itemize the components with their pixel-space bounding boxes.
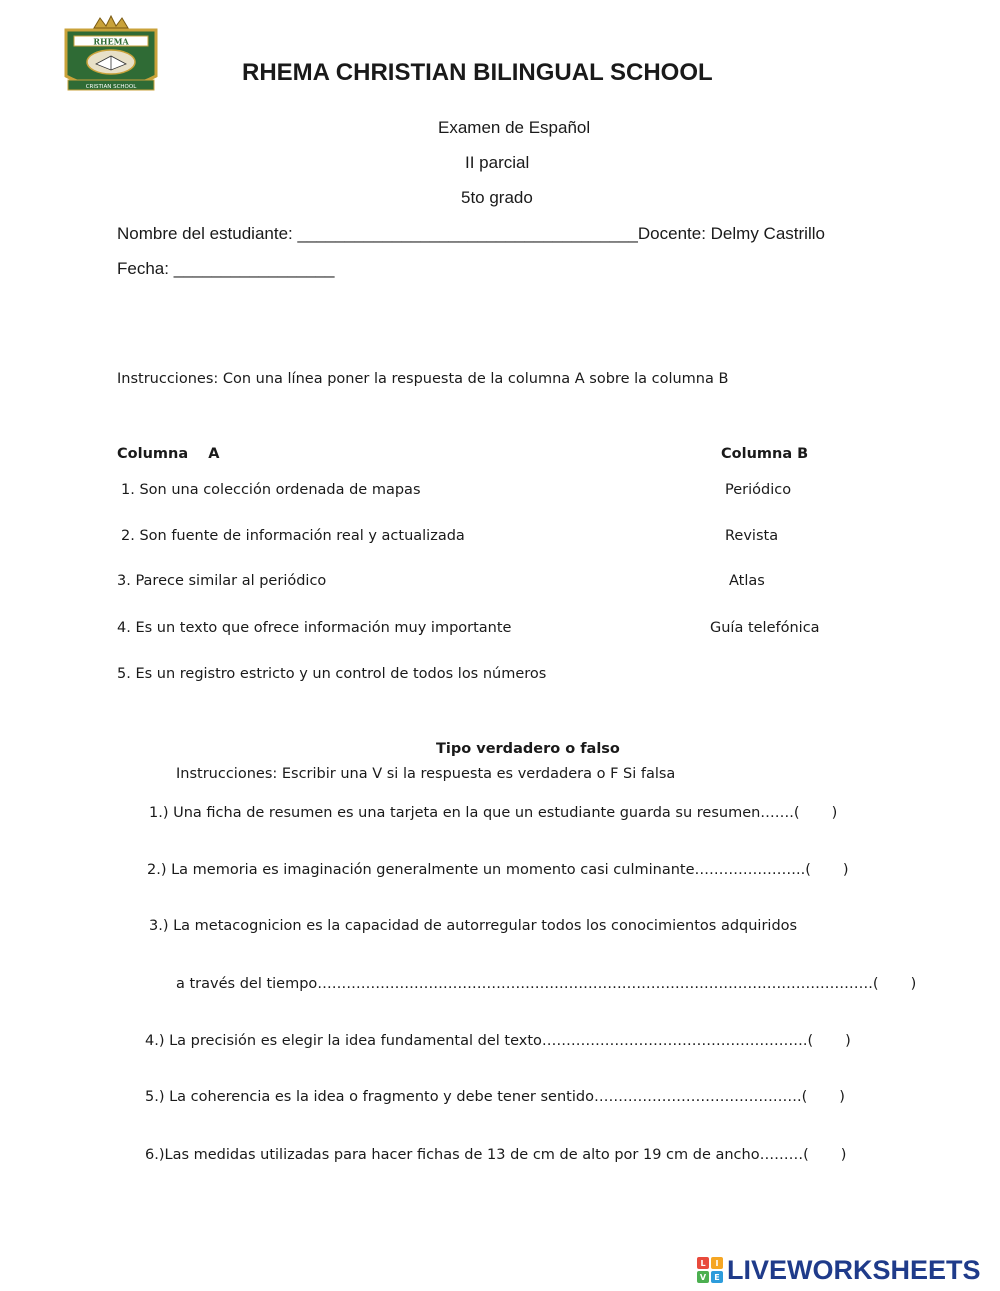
true-false-instructions: Instrucciones: Escribir una V si la respuesta es verdadera o F Si falsa (176, 766, 676, 782)
column-b-item[interactable]: Revista (725, 528, 779, 544)
true-false-item (149, 918, 797, 934)
true-false-question: 4.) La precisión es elegir la idea fundamental del texto……………………………………………….( (145, 1033, 814, 1049)
close-paren: ) (842, 862, 849, 878)
teacher-label: Docente: Delmy Castrillo (637, 224, 825, 243)
liveworksheets-logo[interactable] (697, 1255, 981, 1285)
true-false-item (149, 804, 837, 822)
student-name-row (117, 224, 825, 244)
column-b-item[interactable]: Periódico (725, 482, 792, 498)
matching-instructions: Instrucciones: Con una línea poner la respuesta de la columna A sobre la columna B (117, 371, 729, 387)
answer-input[interactable] (811, 861, 843, 879)
close-paren: ) (910, 976, 917, 992)
exam-title: Examen de Español (438, 118, 591, 137)
date-blank[interactable]: _________________ (173, 259, 335, 278)
brand-cube: E (711, 1271, 723, 1283)
column-a-item[interactable]: 2. Son fuente de información real y actualizada (121, 528, 465, 544)
column-a-item[interactable]: 3. Parece similar al periódico (117, 573, 327, 589)
column-a-header: Columna A (117, 446, 220, 462)
column-b-item[interactable]: Guía telefónica (710, 620, 820, 636)
partial-label: II parcial (465, 153, 530, 172)
true-false-title: Tipo verdadero o falso (436, 741, 620, 757)
answer-input[interactable] (800, 804, 832, 822)
close-paren: ) (831, 805, 838, 821)
answer-input[interactable] (809, 1146, 841, 1164)
logo-text: RHEMA (93, 36, 129, 47)
brand-cube: L (697, 1257, 709, 1269)
true-false-item (145, 1032, 851, 1050)
school-logo (60, 14, 162, 98)
brand-text: LIVEWORKSHEETS (727, 1254, 981, 1285)
true-false-question: a través del tiempo…………………………………………………………………………………………………….( (176, 976, 879, 992)
true-false-question: 1.) Una ficha de resumen es una tarjeta en la que un estudiante guarda su resumen…….( (149, 805, 800, 821)
answer-input[interactable] (813, 1032, 845, 1050)
true-false-question: 5.) La coherencia es la idea o fragmento y debe tener sentido…………………………………….( (145, 1089, 808, 1105)
date-row (117, 259, 334, 279)
true-false-question: 2.) La memoria es imaginación generalmente un momento casi culminante…………………..( (147, 862, 811, 878)
close-paren: ) (840, 1147, 847, 1163)
answer-input[interactable] (807, 1088, 839, 1106)
date-label: Fecha: (117, 259, 169, 278)
true-false-item (176, 975, 916, 993)
column-a-item[interactable]: 1. Son una colección ordenada de mapas (121, 482, 421, 498)
student-name-blank[interactable]: ____________________________________ (297, 224, 638, 243)
column-a-item[interactable]: 5. Es un registro estricto y un control de todos los números (117, 666, 547, 682)
answer-input[interactable] (879, 975, 911, 993)
logo-motto: CRISTIAN SCHOOL (85, 84, 137, 90)
column-a-item[interactable]: 4. Es un texto que ofrece información muy importante (117, 620, 512, 636)
brand-cube: I (711, 1257, 723, 1269)
true-false-question: 3.) La metacognicion es la capacidad de autorregular todos los conocimientos adquiridos (149, 918, 798, 934)
true-false-question: 6.)Las medidas utilizadas para hacer fichas de 13 de cm de alto por 19 cm de ancho………( (145, 1147, 809, 1163)
column-b-header: Columna B (721, 446, 809, 462)
brand-cube: V (697, 1271, 709, 1283)
close-paren: ) (839, 1089, 845, 1105)
column-b-item[interactable]: Atlas (729, 573, 765, 589)
true-false-item (145, 1146, 846, 1164)
school-name: RHEMA CHRISTIAN BILINGUAL SCHOOL (242, 59, 713, 86)
close-paren: ) (845, 1033, 851, 1049)
true-false-item (145, 1088, 845, 1106)
brand-cubes-icon (697, 1257, 723, 1283)
grade-label: 5to grado (461, 188, 533, 207)
student-name-label: Nombre del estudiante: (117, 224, 293, 243)
true-false-item (147, 861, 849, 879)
